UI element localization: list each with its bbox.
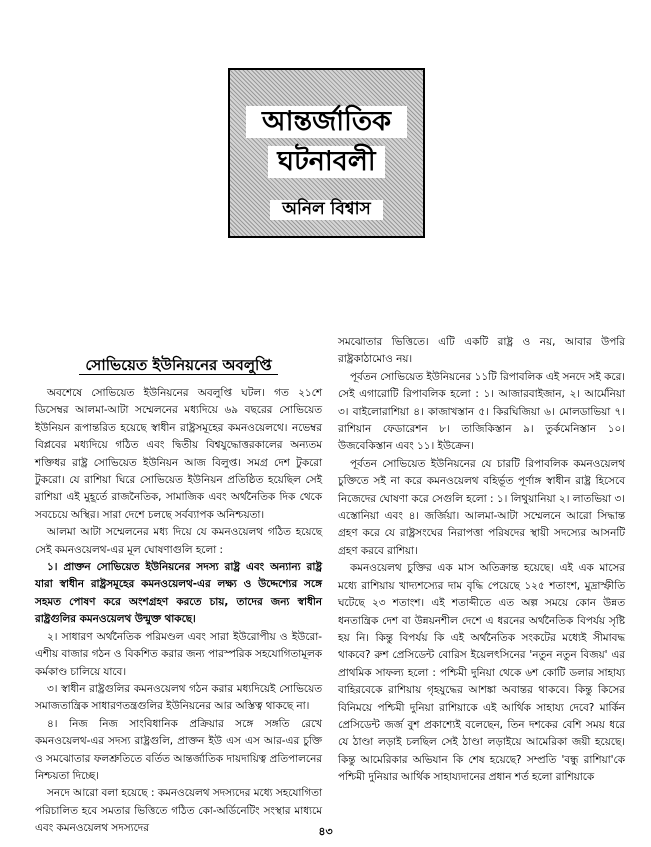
paragraph: আলমা আটা সম্মেলনের মধ্য দিয়ে যে কমনওয়েলথ গঠিত হয়েছে সেই কমনওয়েলথ-এর মূল ঘোষণাগুলি হলো : [35, 526, 322, 556]
section-title-line1: আন্তর্জাতিক [246, 106, 407, 138]
article-heading [35, 355, 322, 375]
section-title-line2: ঘটনাবলী [268, 146, 385, 178]
paragraph: সমঝোতার ভিত্তিতে। এটি একটি রাষ্ট্র ও নয়, আবার উপরি রাষ্ট্রকাঠামোও নয়। [338, 336, 625, 366]
article-heading-text: সোভিয়েত ইউনিয়নের অবলুপ্তি [79, 356, 277, 375]
paragraph: অবশেষে সোভিয়েত ইউনিয়নের অবলুপ্তি ঘটল। গত ২১শে ডিসেম্বর আলমা-আটা সম্মেলনের মধ্যদিয়ে ৬৯ বছরের সোভিয়েত ইউনিয়ন রূপান্তরিত হয়েছে স্বাধীন রাষ্ট্রসমূহের কমনওয়েলথে। নভেম্বর বিপ্লবের মধ্যদিয়ে গঠিত এবং দ্বিতীয় বিশ্বযুদ্ধোত্তরকালের অন্যতম শক্তিধর রাষ্ট্র সোভিয়েত ইউনিয়ন আজ বিলুপ্ত। সমগ্র দেশ টুকরো টুকরো। যে রাশিয়া ঘিরে সোভিয়েত ইউনিয়ন প্রতিষ্ঠিত হয়েছিল সেই রাশিয়া এই মুহূর্তে রাজনৈতিক, সামাজিক এবং অর্থনৈতিক দিক থেকে সবচেয়ে অস্থির। সারা দেশে চলছে সর্বব্যাপক অনিশ্চয়তা। [35, 387, 322, 521]
right-column [338, 334, 625, 787]
author-name: অনিল বিশ্বাস [270, 200, 383, 220]
title-box [228, 68, 425, 238]
paragraph: কমনওয়েলথ চুক্তির এক মাস অতিক্রান্ত হয়েছে। এই এক মাসের মধ্যে রাশিয়ায় খাদ্যশস্যের দাম বৃদ্ধি পেয়েছে ১২৫ শতাংশ, মুদ্রাস্ফীতি ঘটেছে ২৩ শতাংশ। এই শতাব্দীতে এত অল্প সময়ে কোন উন্নত ধনতান্ত্রিক দেশ বা উন্নয়নশীল দেশে এ ধরনের অর্থনৈতিক বিপর্যয় সৃষ্টি হয় নি। কিন্তু বিপর্যয় কি এই অর্থনৈতিক সংকটের মধ্যেই সীমাবদ্ধ থাকবে? রুশ প্রেসিডেন্ট বোরিস ইয়েলৎসিনের 'নতুন নতুন বিজয়' এর প্রাথমিক সাফল্য হলো : পশ্চিমী দুনিয়া থেকে ৬শ কোটি ডলার সাহায্য বাহিরবেকে রাশিয়ায় গৃহযুদ্ধের আশঙ্কা অবান্তর থাকবে। কিন্তু কিসের বিনিময়ে পশ্চিমী দুনিয়া রাশিয়াকে এই আর্থিক সাহায্য দেবে? মার্কিন প্রেসিডেন্ট জর্জ বুশ প্রকাশ্যেই বলেছেন, তিন দশকের বেশি সময় ধরে যে ঠাণ্ডা লড়াই চলছিল সেই ঠাণ্ডা লড়াইয়ে আমেরিকা জয়ী হয়েছে। কিন্তু আমেরিকার অভিযান কি শেষ হয়েছে? সম্প্রতি 'বন্ধু রাশিয়া'কে পশ্চিমী দুনিয়ার আর্থিক সাহায্যদানের প্রধান শর্ত হলো রাশিয়াকে [338, 562, 625, 784]
paragraph: পূর্বতন সোভিয়েত ইউনিয়নের ১১টি রিপাবলিক এই সনদে সই করে। সেই এগারোটি রিপাবলিক হলো : ১। আজারবাইজান, ২। আর্মেনিয়া ৩। বাইলোরাশিয়া ৪। কাজাখস্তান ৫। কিরঘিজিয়া ৬। মোলডাভিয়া ৭। রাশিয়ান ফেডারেশন ৮। তাজিকিস্তান ৯। তুর্কমেনিস্তান ১০। উজবেকিস্তান এবং ১১। ইউক্রেন। [338, 370, 625, 453]
declaration-item: ১। প্রাক্তন সোভিয়েত ইউনিয়নের সদস্য রাষ্ট্র এবং অন্যান্য রাষ্ট্র যারা স্বাধীন রাষ্ট্রসমূহের কমনওয়েলথ-এর লক্ষ্য ও উদ্দেশ্যের সঙ্গে সহমত পোষণ করে অংশগ্রহণ করতে চায়, তাদের জন্য স্বাধীন রাষ্ট্রগুলির কমনওয়েলথ উন্মুক্ত থাকছে। [35, 561, 322, 626]
declaration-item: ৪। নিজ নিজ সাংবিধানিক প্রক্রিয়ার সঙ্গে সঙ্গতি রেখে কমনওয়েলথ-এর সদস্য রাষ্ট্রগুলি, প্রাক্তন ইউ এস এস আর-এর চুক্তি ও সমঝোতার ফলশ্রুতিতে বর্তিত আন্তর্জাতিক দায়দায়িত্ব প্রতিপালনের নিশ্চয়তা দিচ্ছে। [35, 717, 322, 782]
declaration-item: ৩। স্বাধীন রাষ্ট্রগুলির কমনওয়েলথ গঠন করার মধ্যদিয়েই সোভিয়েত সমাজতান্ত্রিক সাধারণতন্ত্রগুলির ইউনিয়নের আর অস্তিত্ব থাকছে না। [35, 682, 322, 713]
left-column [35, 355, 322, 838]
declaration-item: ২। সাধারণ অর্থনৈতিক পরিমণ্ডল এবং সারা ইউরোপীয় ও ইউরো-এশীয় বাজার গঠন ও বিকশিত করার জন্য পারস্পরিক সহযোগিতামূলক কর্মকাণ্ড চালিয়ে যাবে। [35, 630, 322, 678]
paragraph: সনদে আরো বলা হয়েছে : কমনওয়েলথ সদস্যদের মধ্যে সহযোগিতা পরিচালিত হবে সমতার ভিত্তিতে গঠিত কো-অর্ডিনেটিং সংস্থার মাধ্যমে এবং কমনওয়েলথ সদস্যদের [35, 787, 322, 835]
paragraph: পূর্বতন সোভিয়েত ইউনিয়নের যে চারটি রিপাবলিক কমনওয়েলথ চুক্তিতে সই না করে কমনওয়েলথ বহির্ভূত পূর্ণাঙ্গ স্বাধীন রাষ্ট্র হিসেবে নিজেদের ঘোষণা করে সেগুলি হলো : ১। লিথুয়ানিয়া ২। লাতভিয়া ৩। এস্তোনিয়া এবং ৪। জর্জিয়া। আলমা-আটা সম্মেলনে আরো সিদ্ধান্ত গ্রহণ করে যে রাষ্ট্রসংঘের নিরাপত্তা পরিষদের স্থায়ী সদস্যের আসনটি গ্রহণ করবে রাশিয়া। [338, 457, 625, 557]
page-number: ৪৩ [318, 825, 333, 838]
